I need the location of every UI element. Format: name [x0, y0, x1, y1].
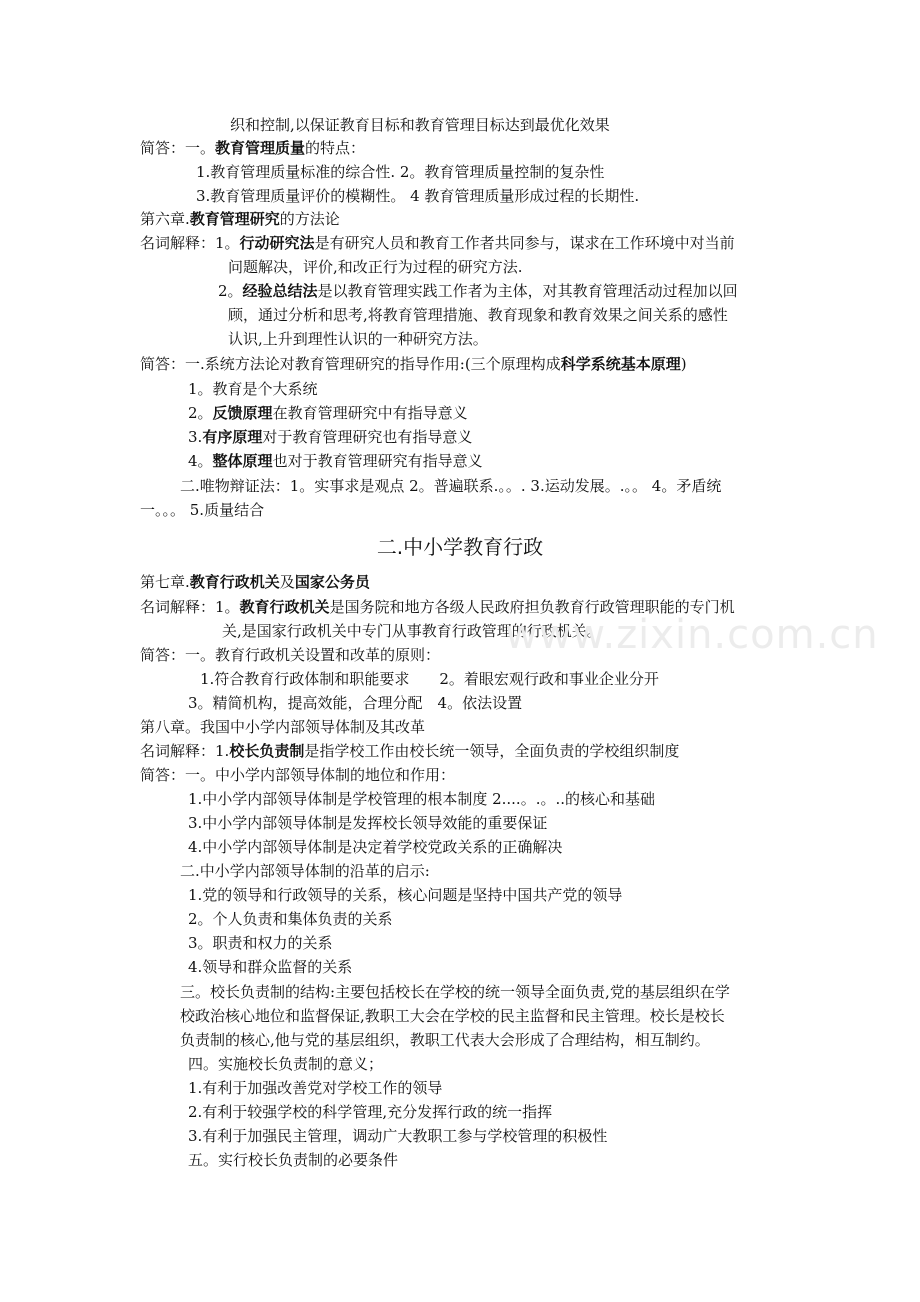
text-span: 也对于教育管理研究有指导意义 [272, 452, 483, 470]
text-span: 1。教育是个大系统 [188, 380, 318, 398]
text-span: 在教育管理研究中有指导意义 [272, 404, 468, 422]
text-span: 2。 [188, 404, 213, 422]
bold-term: 有序原理 [202, 428, 263, 446]
text-span: ) [680, 355, 687, 373]
text-span: 3.有利于加强民主管理，调动广大教职工参与学校管理的积极性 [188, 1127, 608, 1145]
text-span: 1.党的领导和行政领导的关系，核心问题是坚持中国共产党的领导 [188, 886, 623, 904]
text-span: 校政治核心地位和监督保证,教职工大会在学校的民主监督和民主管理。校长是校长 [180, 1007, 725, 1025]
text-span: 名词解释：1. [140, 742, 230, 760]
text-span: 对于教育管理研究也有指导意义 [262, 428, 473, 446]
text-span: 的特点： [305, 139, 366, 157]
text-line [188, 692, 522, 714]
text-line [140, 353, 687, 375]
text-span: 简答：一.系统方法论对教育管理研究的指导作用:(三个原理构成 [140, 355, 561, 373]
text-span: 名词解释：1。 [140, 598, 240, 616]
bold-term: 反馈原理 [212, 404, 273, 422]
bold-term: 教育管理质量 [215, 139, 306, 157]
text-line [188, 402, 468, 424]
bold-term: 国家公务员 [294, 573, 370, 591]
text-line [200, 668, 659, 690]
text-span: 四。实施校长负责制的意义； [188, 1055, 384, 1073]
watermark: www.zixin.com.cn [505, 612, 879, 658]
bold-term: 教育管理研究 [189, 210, 280, 228]
text-span: 负责制的核心,他与党的基层组织，教职工代表大会形成了合理结构，相互制约。 [180, 1031, 710, 1049]
text-span: 3。职责和权力的关系 [188, 934, 333, 952]
section-heading: 二.中小学教育行政 [376, 535, 544, 559]
text-span: 织和控制,以保证教育目标和教育管理目标达到最优化效果 [230, 116, 610, 134]
text-span: 4.中小学内部领导体制是决定着学校党政关系的正确解决 [188, 838, 563, 856]
text-span: 名词解释：1。 [140, 234, 240, 252]
text-line [188, 1101, 552, 1123]
text-line [228, 304, 728, 326]
text-line [180, 475, 721, 497]
text-span: 1.符合教育行政体制和职能要求 2。着眼宏观行政和事业企业分开 [200, 670, 659, 688]
text-line [140, 232, 735, 254]
text-span: 的方法论 [279, 210, 340, 228]
text-span: 2.有利于较强学校的科学管理,充分发挥行政的统一指挥 [188, 1103, 553, 1121]
text-line [140, 716, 425, 738]
text-span: 1.有利于加强改善党对学校工作的领导 [188, 1079, 443, 1097]
text-line [188, 884, 622, 906]
text-line [230, 114, 610, 136]
text-span: 2。 [218, 282, 243, 300]
text-span: 3。精简机构，提高效能，合理分配 4。依法设置 [188, 694, 523, 712]
text-line [188, 450, 483, 472]
text-span: 3.中小学内部领导体制是发挥校长领导效能的重要保证 [188, 814, 548, 832]
text-line [188, 836, 562, 858]
text-line [188, 1149, 398, 1171]
text-line [140, 740, 679, 762]
text-line [140, 137, 365, 159]
bold-term: 教育行政机关 [189, 573, 280, 591]
text-line [196, 161, 604, 183]
text-line [188, 426, 472, 448]
text-line [180, 1005, 725, 1027]
text-line [188, 378, 318, 400]
text-span: 简答：一。 [140, 139, 216, 157]
text-span: 问题解决，评价,和改正行为过程的研究方法. [228, 258, 523, 276]
text-line [180, 1029, 710, 1051]
bold-term: 科学系统基本原理 [560, 355, 681, 373]
text-span: 4.领导和群众监督的关系 [188, 958, 353, 976]
text-line [140, 764, 455, 786]
text-line [180, 981, 730, 1003]
text-span: 第八章。我国中小学内部领导体制及其改革 [140, 718, 426, 736]
text-line [188, 1077, 442, 1099]
text-span: 3. [188, 428, 203, 446]
text-span: 关,是国家行政机关中专门从事教育行政管理的行政机关。 [222, 622, 602, 640]
text-span: 2。个人负责和集体负责的关系 [188, 910, 393, 928]
text-span: 是以教育管理实践工作者为主体，对其教育管理活动过程加以回 [317, 282, 738, 300]
text-line [140, 571, 370, 593]
text-span: 及 [279, 573, 295, 591]
text-span: 是国务院和地方各级人民政府担负教育行政管理职能的专门机 [329, 598, 735, 616]
bold-term: 整体原理 [212, 452, 273, 470]
bold-term: 教育行政机关 [239, 598, 330, 616]
text-line [196, 185, 639, 207]
text-line [188, 908, 393, 930]
bold-term: 行动研究法 [239, 234, 315, 252]
text-line [218, 280, 738, 302]
text-span: 1.中小学内部领导体制是学校管理的根本制度 2....。.。..的核心和基础 [188, 790, 656, 808]
text-span: 3.教育管理质量评价的模糊性。 4 教育管理质量形成过程的长期性. [196, 187, 640, 205]
text-line [140, 499, 264, 521]
bold-term: 经验总结法 [242, 282, 318, 300]
text-line [188, 788, 655, 810]
text-span: 第七章. [140, 573, 190, 591]
text-line [140, 644, 440, 666]
text-line [188, 1125, 607, 1147]
text-line [180, 860, 430, 882]
text-line [188, 812, 547, 834]
text-line [140, 208, 340, 230]
text-line [188, 1053, 383, 1075]
text-line [228, 328, 488, 350]
text-line [188, 932, 333, 954]
text-line [188, 956, 352, 978]
text-span: 一。。。 5.质量结合 [140, 501, 265, 519]
text-span: 第六章. [140, 210, 190, 228]
text-span: 五。实行校长负责制的必要条件 [188, 1151, 399, 1169]
text-span: 4。 [188, 452, 213, 470]
text-line [228, 256, 523, 278]
text-span: 二.唯物辩证法：1。实事求是观点 2。普遍联系.。。. 3.运动发展。.。。 4。矛盾统 [180, 477, 722, 495]
text-span: 顾，通过分析和思考,将教育管理措施、教育现象和教育效果之间关系的感性 [228, 306, 728, 324]
text-span: 1.教育管理质量标准的综合性. 2。教育管理质量控制的复杂性 [196, 163, 605, 181]
text-span: 认识,上升到理性认识的一种研究方法。 [228, 330, 488, 348]
bold-term: 校长负责制 [229, 742, 305, 760]
text-span: 二.中小学内部领导体制的沿革的启示: [180, 862, 430, 880]
text-span: 三。校长负责制的结构:主要包括校长在学校的统一领导全面负责,党的基层组织在学 [180, 983, 730, 1001]
text-span: 是有研究人员和教育工作者共同参与，谋求在工作环境中对当前 [314, 234, 735, 252]
text-span: 是指学校工作由校长统一领导，全面负责的学校组织制度 [304, 742, 680, 760]
text-span: 简答：一。教育行政机关设置和改革的原则： [140, 646, 441, 664]
text-span: 简答：一。中小学内部领导体制的地位和作用： [140, 766, 456, 784]
